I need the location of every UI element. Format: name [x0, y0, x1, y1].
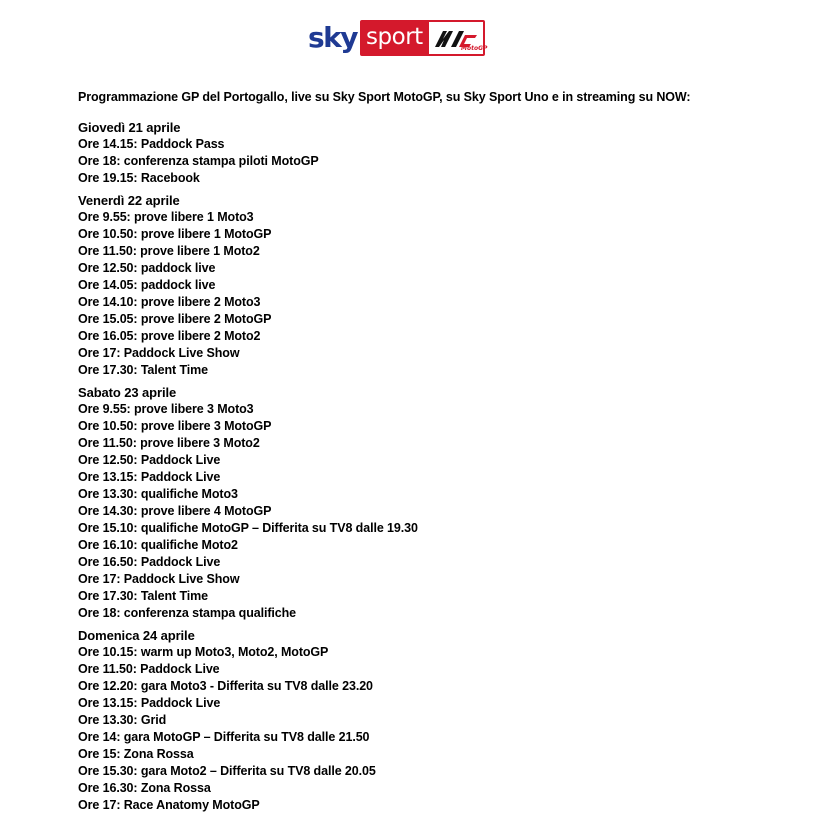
- schedule-content: [78, 89, 798, 819]
- logo-sport-box: [360, 20, 488, 56]
- schedule-item: Ore 19.15: Racebook: [78, 171, 200, 185]
- day-title: Sabato 23 aprile: [78, 385, 177, 400]
- schedule-item: Ore 10.50: prove libere 3 MotoGP: [78, 419, 272, 433]
- schedule-item: Ore 14.10: prove libere 2 Moto3: [78, 295, 261, 309]
- schedule-item: Ore 11.50: prove libere 3 Moto2: [78, 436, 260, 450]
- schedule-item: Ore 13.30: Grid: [78, 713, 167, 727]
- schedule-item: Ore 9.55: prove libere 3 Moto3: [78, 402, 254, 416]
- schedule-day: [78, 384, 798, 622]
- schedule-item: Ore 15: Zona Rossa: [78, 747, 194, 761]
- schedule-item: Ore 16.05: prove libere 2 Moto2: [78, 329, 261, 343]
- schedule-item: Ore 9.55: prove libere 1 Moto3: [78, 210, 254, 224]
- schedule-item: Ore 10.50: prove libere 1 MotoGP: [78, 227, 272, 241]
- schedule-item: Ore 16.50: Paddock Live: [78, 555, 221, 569]
- sky-sport-logo: [308, 20, 488, 56]
- logo-sky-text: sky: [308, 21, 358, 54]
- schedule-item: Ore 17.30: Talent Time: [78, 363, 209, 377]
- schedule-days: [78, 119, 798, 814]
- day-title: Domenica 24 aprile: [78, 628, 195, 643]
- schedule-day: [78, 119, 798, 187]
- schedule-item: Ore 11.50: prove libere 1 Moto2: [78, 244, 260, 258]
- schedule-item: Ore 11.50: Paddock Live: [78, 662, 220, 676]
- schedule-item: Ore 15.05: prove libere 2 MotoGP: [78, 312, 272, 326]
- day-title: Venerdì 22 aprile: [78, 193, 180, 208]
- schedule-item: Ore 13.15: Paddock Live: [78, 470, 221, 484]
- schedule-item: Ore 17.30: Talent Time: [78, 589, 209, 603]
- schedule-item: Ore 15.10: qualifiche MotoGP – Differita su TV8 dalle 19.30: [78, 521, 418, 535]
- schedule-item: Ore 14.30: prove libere 4 MotoGP: [78, 504, 272, 518]
- day-title: Giovedì 21 aprile: [78, 120, 181, 135]
- schedule-item: Ore 13.30: qualifiche Moto3: [78, 487, 238, 501]
- schedule-item: Ore 17: Race Anatomy MotoGP: [78, 798, 260, 812]
- schedule-item: Ore 17: Paddock Live Show: [78, 346, 240, 360]
- schedule-item: Ore 10.15: warm up Moto3, Moto2, MotoGP: [78, 645, 329, 659]
- schedule-item: Ore 18: conferenza stampa qualifiche: [78, 606, 297, 620]
- schedule-item: Ore 14: gara MotoGP – Differita su TV8 dalle 21.50: [78, 730, 370, 744]
- schedule-item: Ore 12.50: Paddock Live: [78, 453, 221, 467]
- schedule-day: [78, 627, 798, 814]
- schedule-item: Ore 14.05: paddock live: [78, 278, 216, 292]
- schedule-item: Ore 12.20: gara Moto3 - Differita su TV8 dalle 23.20: [78, 679, 373, 693]
- schedule-item: Ore 17: Paddock Live Show: [78, 572, 240, 586]
- schedule-item: Ore 14.15: Paddock Pass: [78, 137, 225, 151]
- schedule-item: Ore 12.50: paddock live: [78, 261, 216, 275]
- schedule-item: Ore 16.30: Zona Rossa: [78, 781, 211, 795]
- motogp-badge-text: MotoGP: [460, 45, 488, 52]
- intro-text: Programmazione GP del Portogallo, live su Sky Sport MotoGP, su Sky Sport Uno e in streaming su NOW:: [78, 90, 691, 104]
- schedule-day: [78, 192, 798, 379]
- schedule-item: Ore 16.10: qualifiche Moto2: [78, 538, 238, 552]
- schedule-item: Ore 15.30: gara Moto2 – Differita su TV8 dalle 20.05: [78, 764, 376, 778]
- logo-sport-text: sport: [362, 22, 429, 54]
- schedule-item: Ore 18: conferenza stampa piloti MotoGP: [78, 154, 319, 168]
- schedule-item: Ore 13.15: Paddock Live: [78, 696, 221, 710]
- motogp-logo-icon: [429, 22, 488, 54]
